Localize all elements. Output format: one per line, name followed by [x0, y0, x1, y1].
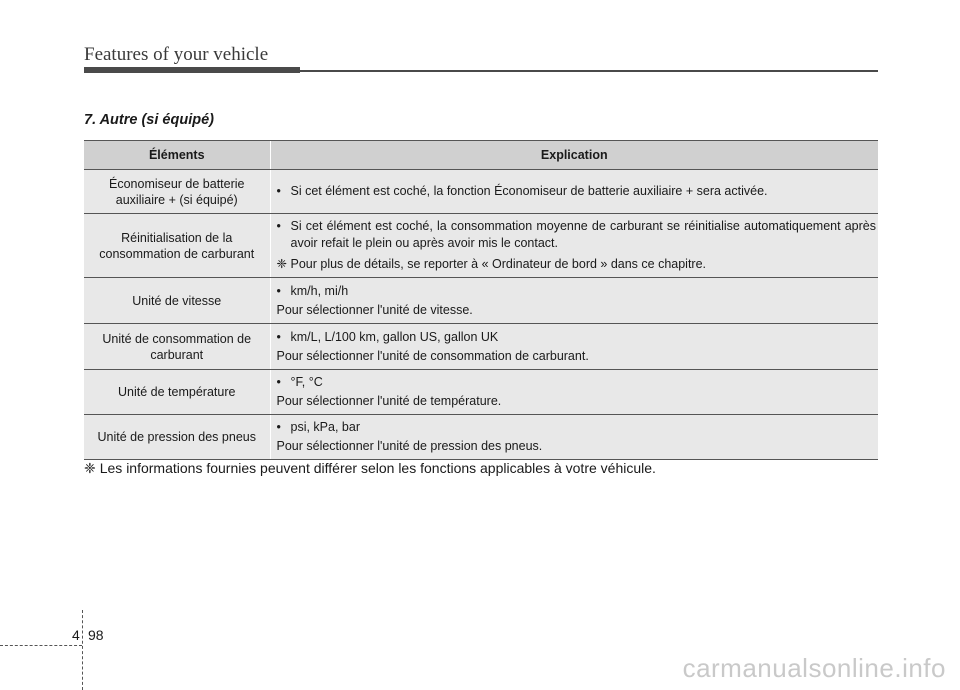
row-element-label: Unité de pression des pneus: [84, 415, 270, 460]
row-description-text: Pour sélectionner l'unité de température.: [276, 394, 502, 408]
column-header-explication: Explication: [270, 141, 878, 170]
table-row: [84, 278, 878, 324]
footnote-text: Les informations fournies peuvent différer selon les fonctions applicables à votre véhicule.: [99, 460, 656, 476]
row-explanation: [270, 415, 878, 460]
note-icon: ❈: [276, 257, 287, 271]
bullet-icon: •: [276, 375, 281, 389]
page-guide-line: [0, 645, 82, 646]
table-row: [84, 214, 878, 278]
row-explanation: [270, 170, 878, 214]
table-row: [84, 170, 878, 214]
watermark: carmanualsonline.info: [682, 653, 946, 683]
settings-table: [84, 140, 878, 460]
row-explanation: [270, 214, 878, 278]
row-explanation: [270, 324, 878, 370]
row-element-label: Unité de vitesse: [84, 278, 270, 324]
row-note-text: Pour plus de détails, se reporter à « Ordinateur de bord » dans ce chapitre.: [290, 257, 707, 271]
row-bullet-text: km/h, mi/h: [290, 283, 349, 298]
row-description-text: Pour sélectionner l'unité de pression des pneus.: [276, 439, 543, 453]
page-number: 98: [88, 627, 104, 643]
row-element-label: Réinitialisation de la consommation de carburant: [84, 214, 270, 278]
bullet-icon: •: [276, 219, 281, 233]
table-header-row: [84, 141, 878, 170]
bullet-icon: •: [276, 184, 281, 198]
table-row: [84, 370, 878, 415]
header-rule-thick: [84, 67, 300, 73]
section-title: 7. Autre (si équipé): [84, 112, 214, 128]
row-element-label: Unité de température: [84, 370, 270, 415]
row-bullet-text: Si cet élément est coché, la fonction Économiseur de batterie auxiliaire + sera activée.: [290, 184, 768, 198]
footnote: [84, 460, 656, 477]
row-bullet-text: °F, °C: [290, 375, 323, 389]
row-element-label: Économiseur de batterie auxiliaire + (si équipé): [84, 170, 270, 214]
bullet-icon: •: [276, 283, 281, 298]
row-bullet-text: Si cet élément est coché, la consommation moyenne de carburant se réinitialise automatiquement après avoir refait le plein ou après avoir mis le contact.: [290, 219, 876, 250]
bullet-icon: •: [276, 329, 281, 344]
note-icon: ❈: [84, 460, 96, 476]
row-explanation: [270, 370, 878, 415]
table-row: [84, 415, 878, 460]
row-bullet-text: psi, kPa, bar: [290, 420, 360, 434]
row-description-text: Pour sélectionner l'unité de vitesse.: [276, 302, 473, 317]
row-explanation: [270, 278, 878, 324]
column-header-elements: Éléments: [84, 141, 270, 170]
table-row: [84, 324, 878, 370]
row-bullet-text: km/L, L/100 km, gallon US, gallon UK: [290, 329, 499, 344]
chapter-number: 4: [72, 627, 80, 643]
row-element-label: Unité de consommation de carburant: [84, 324, 270, 370]
page-header-title: Features of your vehicle: [84, 44, 269, 65]
header-rule-thin: [300, 70, 878, 72]
row-description-text: Pour sélectionner l'unité de consommation de carburant.: [276, 348, 589, 363]
bullet-icon: •: [276, 420, 281, 434]
page-divider: [82, 610, 83, 690]
